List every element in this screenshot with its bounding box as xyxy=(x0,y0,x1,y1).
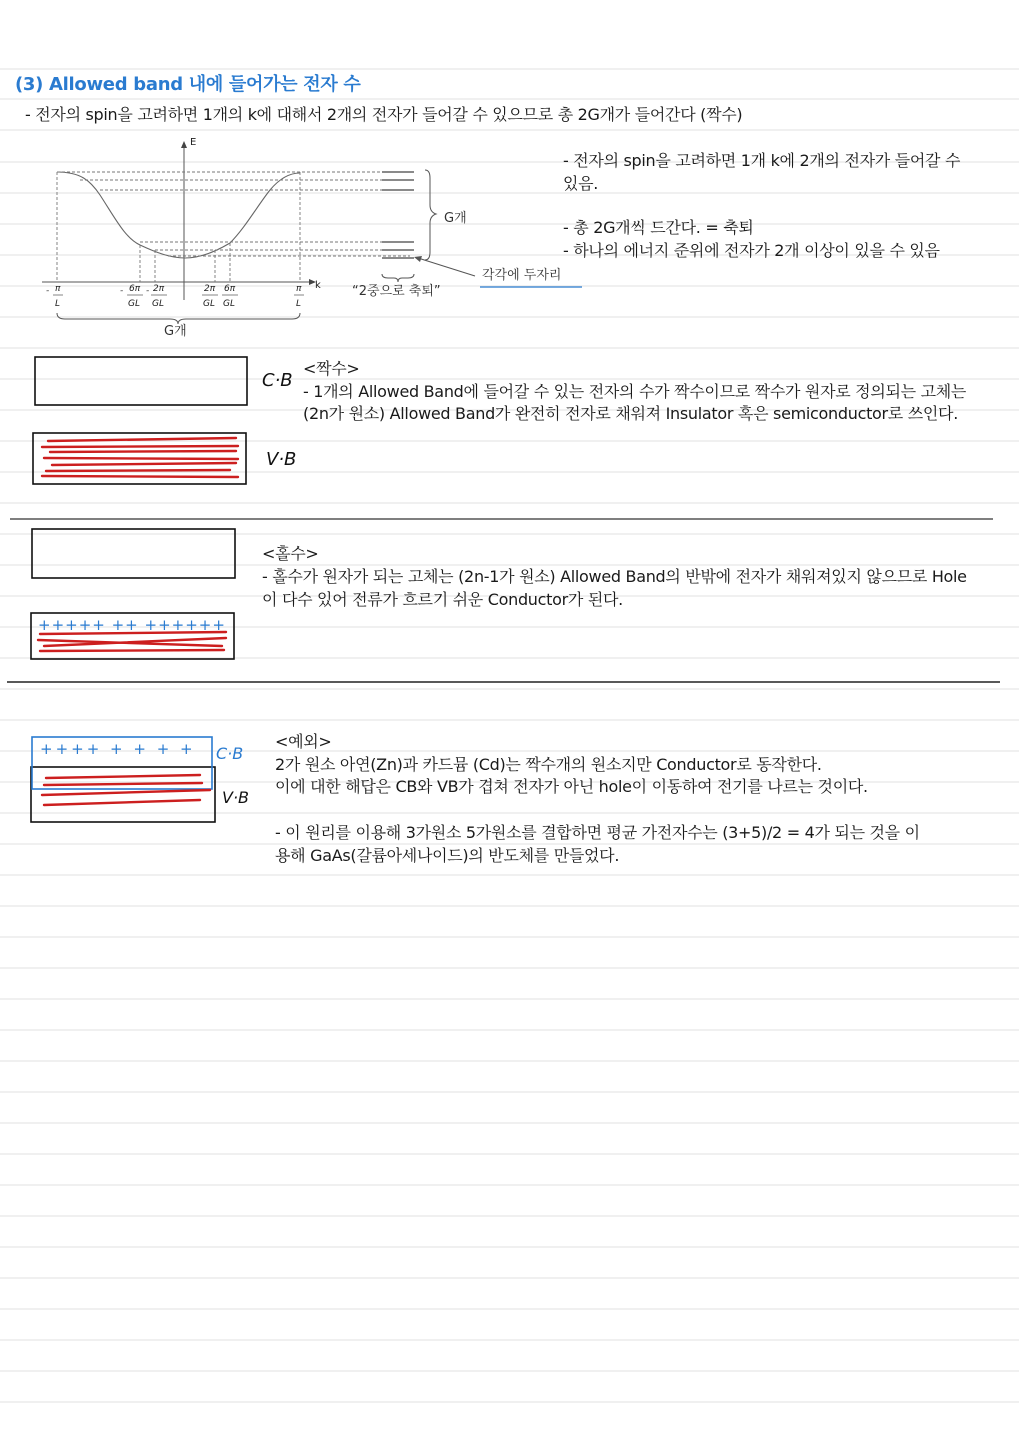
odd-band-sketch xyxy=(0,520,260,670)
brace-bottom-label: G개 xyxy=(164,324,187,339)
degeneracy-label: “2중으로 축퇴” xyxy=(352,284,441,299)
two-each-label: 각각에 두자리 xyxy=(482,268,562,283)
tick-4-den: GL xyxy=(203,299,215,309)
even-conduction-band xyxy=(35,357,247,405)
exception-line-4: 용해 GaAs(갈륨아세나이드)의 반도체를 만들었다. xyxy=(275,846,620,865)
odd-line-2: 이 다수 있어 전류가 흐르기 쉬운 Conductor가 된다. xyxy=(262,590,623,609)
intro-text: - 전자의 spin을 고려하면 1개의 k에 대해서 2개의 전자가 들어갈 수 있으므로 총 2G개가 들어간다 (짝수) xyxy=(25,105,743,124)
even-title: <짝수> xyxy=(303,359,360,378)
note-line-1: - 전자의 spin을 고려하면 1개 k에 2개의 전자가 들어갈 수 xyxy=(563,151,961,170)
brace-right-label: G개 xyxy=(444,211,467,226)
tick-1-num: π xyxy=(55,284,61,294)
exception-holes: ++++ + + + + xyxy=(40,740,196,758)
tick-3-den: GL xyxy=(152,299,164,309)
tick-4-num: 2π xyxy=(204,284,216,294)
even-line-1: - 1개의 Allowed Band에 들어갈 수 있는 전자의 수가 짝수이므로 짝수가 원자로 정의되는 고체는 xyxy=(303,382,967,401)
tick-3-sign: - xyxy=(146,286,150,296)
tick-6-den: L xyxy=(296,299,302,309)
exception-band-sketch xyxy=(0,725,270,830)
tick-3-num: 2π xyxy=(153,284,165,294)
e-axis-label: E xyxy=(190,137,197,148)
note-line-2: 있음. xyxy=(563,174,599,193)
tick-5-den: GL xyxy=(223,299,235,309)
even-band-sketch xyxy=(0,340,320,500)
exception-line-3: - 이 원리를 이용해 3가원소 5가원소를 결합하면 평균 가전자수는 (3+5)/2 = 4가 되는 것을 이 xyxy=(275,823,920,842)
odd-holes: +++++ ++ ++++++ xyxy=(38,616,226,634)
band-diagram xyxy=(0,0,620,345)
exception-line-2: 이에 대한 해답은 CB와 VB가 겹쳐 전자가 아닌 hole이 이동하여 전기를 나르는 것이다. xyxy=(275,777,868,796)
tick-1-den: L xyxy=(55,299,61,309)
tick-2-sign: - xyxy=(120,286,124,296)
exception-vb-label: V·B xyxy=(222,788,250,807)
tick-5-num: 6π xyxy=(224,284,236,294)
odd-title: <홀수> xyxy=(262,544,319,563)
tick-2-den: GL xyxy=(128,299,140,309)
odd-conduction-band xyxy=(32,529,235,578)
even-cb-label: C·B xyxy=(262,370,293,391)
exception-title: <예외> xyxy=(275,732,332,751)
page-title: (3) Allowed band 내에 들어가는 전자 수 xyxy=(15,74,361,95)
tick-6-num: π xyxy=(296,284,302,294)
exception-cb-label: C·B xyxy=(216,744,244,763)
tick-2-num: 6π xyxy=(129,284,141,294)
exception-line-1: 2가 원소 아연(Zn)과 카드뮴 (Cd)는 짝수개의 원소지만 Conductor로 동작한다. xyxy=(275,755,822,774)
note-line-4: - 하나의 에너지 준위에 전자가 2개 이상이 있을 수 있음 xyxy=(563,241,940,260)
odd-line-1: - 홀수가 원자가 되는 고체는 (2n-1가 원소) Allowed Band의 반밖에 전자가 채워져있지 않으므로 Hole xyxy=(262,567,967,586)
even-line-2: (2n가 원소) Allowed Band가 완전히 전자로 채워져 Insulator 혹은 semiconductor로 쓰인다. xyxy=(303,404,959,423)
note-line-3: - 총 2G개씩 드간다. = 축퇴 xyxy=(563,218,754,237)
even-vb-label: V·B xyxy=(266,449,297,470)
k-axis-label: k xyxy=(315,280,321,291)
tick-1-sign: - xyxy=(46,286,50,296)
